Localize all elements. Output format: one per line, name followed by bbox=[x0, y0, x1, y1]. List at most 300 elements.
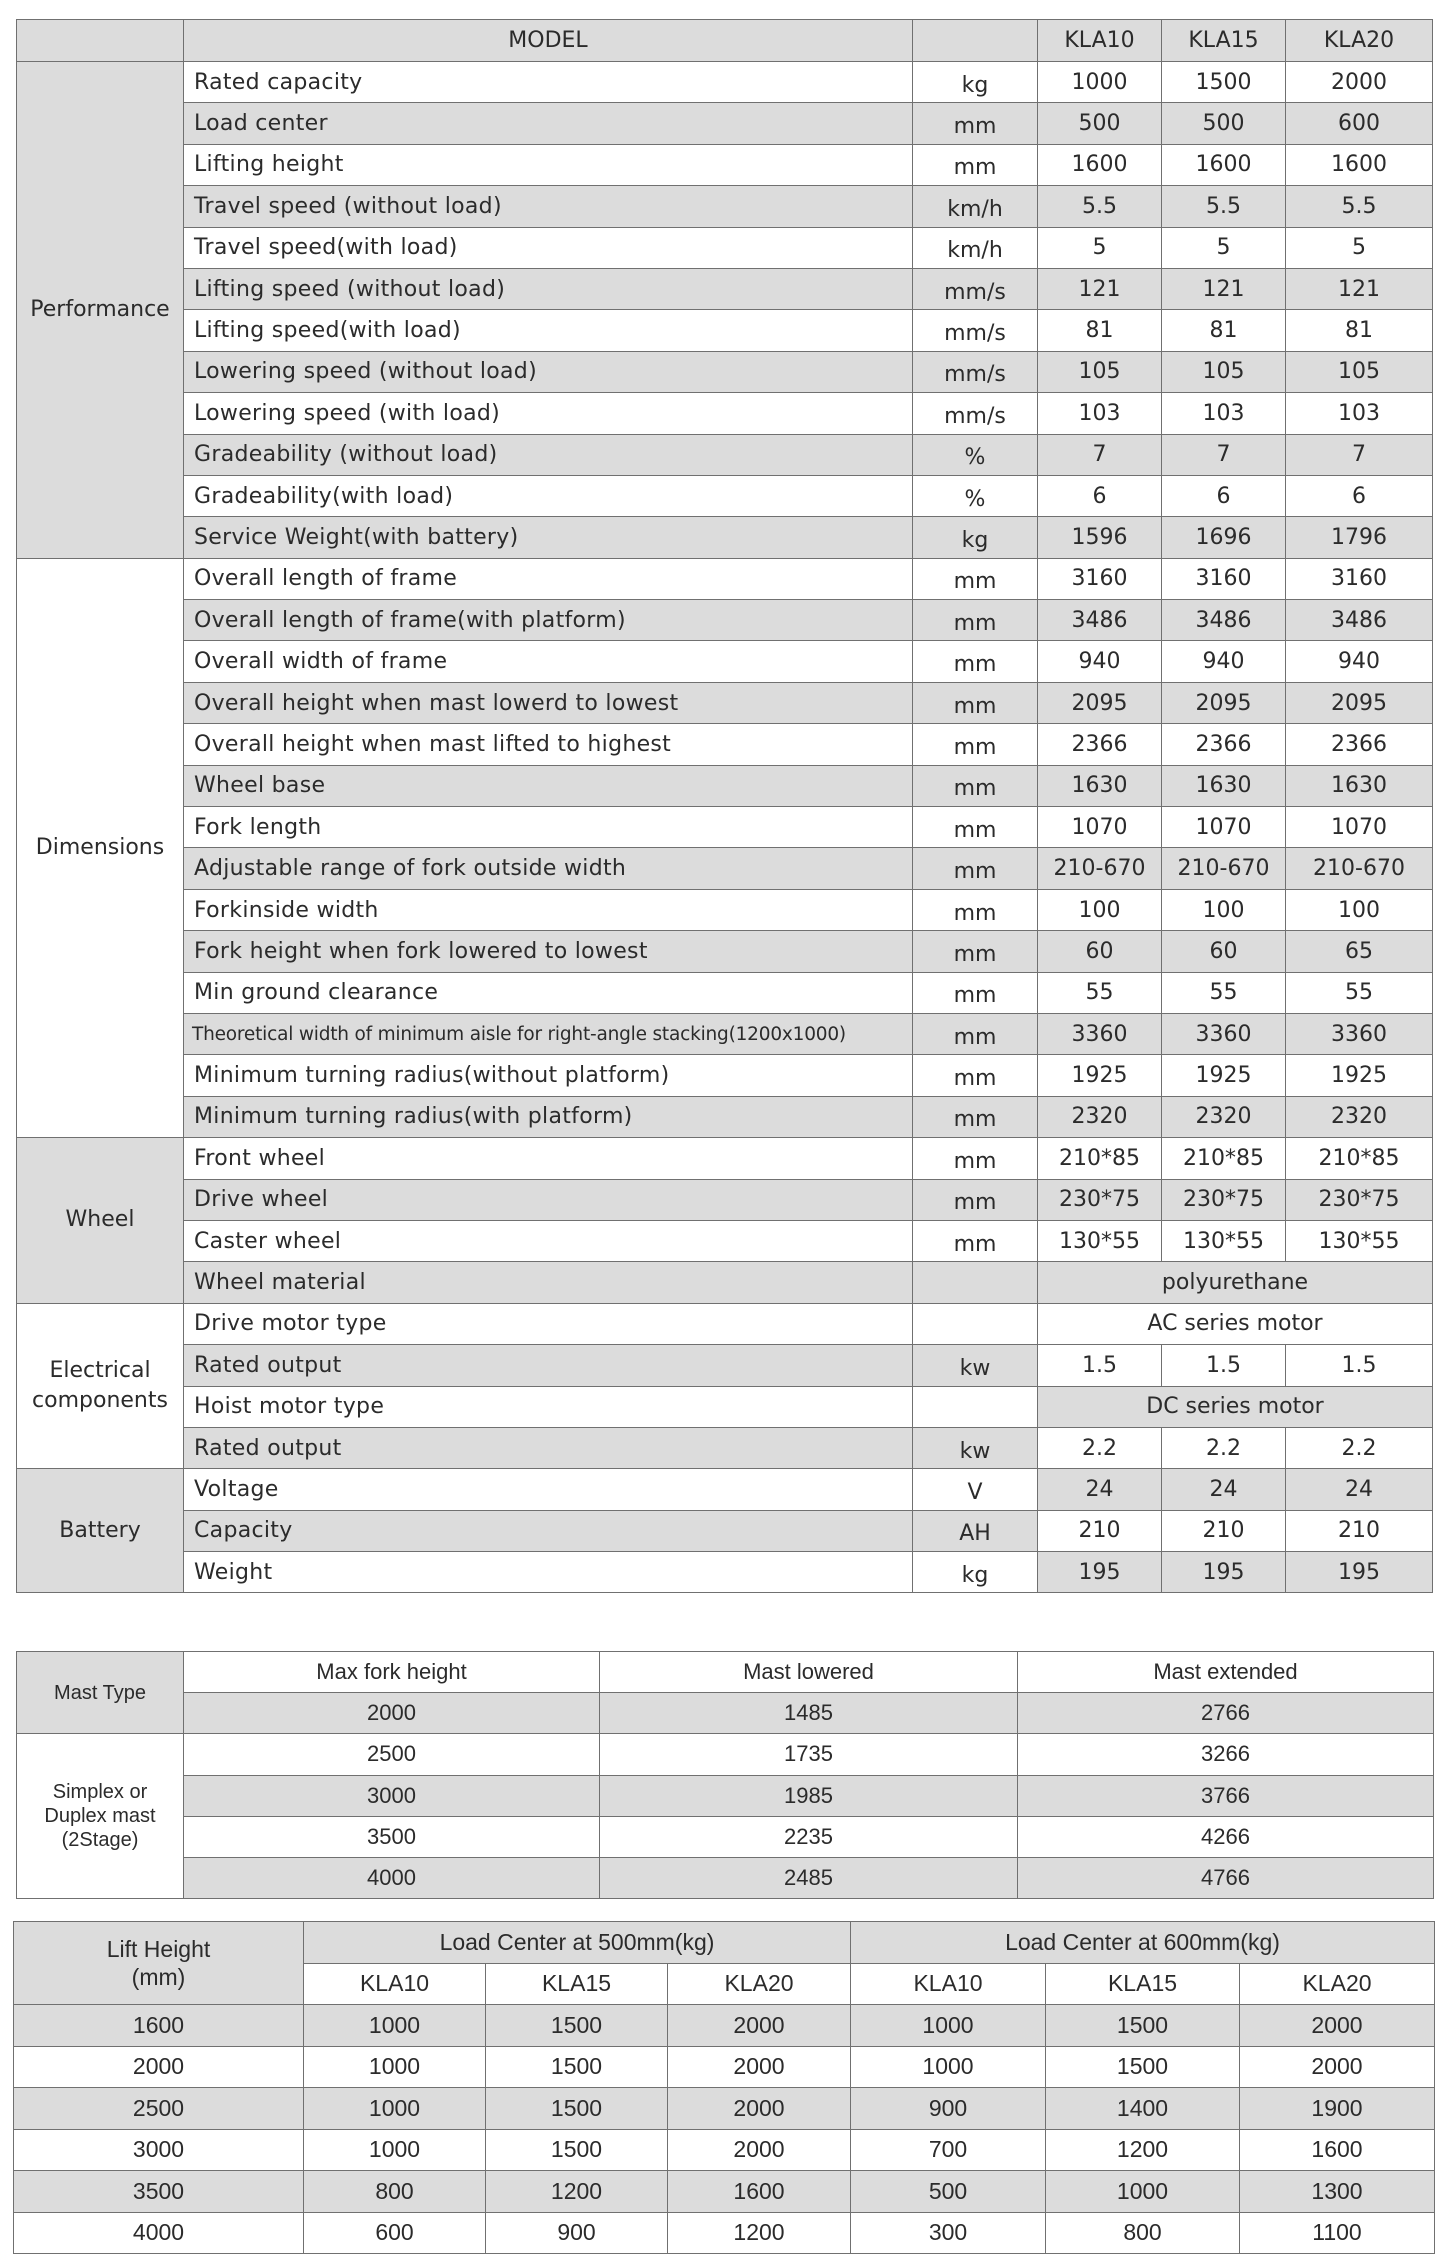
spec-merged-value: polyurethane bbox=[1038, 1262, 1433, 1303]
spec-value: 1600 bbox=[1038, 144, 1162, 185]
load-capacity-cell: 2000 bbox=[668, 2129, 851, 2171]
spec-value: 1696 bbox=[1162, 517, 1286, 558]
category-label: Performance bbox=[17, 62, 184, 559]
mast-row bbox=[17, 1734, 1434, 1775]
spec-unit: kg bbox=[913, 517, 1038, 558]
mast-cell: 1985 bbox=[600, 1775, 1018, 1816]
spec-unit: mm bbox=[913, 889, 1038, 930]
load-capacity-cell: 1000 bbox=[304, 2088, 486, 2130]
load-center-600-header: Load Center at 600mm(kg) bbox=[851, 1922, 1435, 1964]
load-capacity-cell: 2000 bbox=[668, 2005, 851, 2047]
spec-value: 100 bbox=[1038, 889, 1162, 930]
load-capacity-cell: 1500 bbox=[1046, 2005, 1240, 2047]
spec-unit: kw bbox=[913, 1345, 1038, 1386]
load-capacity-cell: 1400 bbox=[1046, 2088, 1240, 2130]
spec-row bbox=[17, 1510, 1433, 1551]
load-capacity-cell: 1200 bbox=[486, 2171, 668, 2213]
mast-cell: 2000 bbox=[184, 1693, 600, 1734]
load-table-body bbox=[14, 1922, 1435, 2254]
model-kla20-header: KLA20 bbox=[1286, 20, 1433, 62]
spec-value: 3360 bbox=[1286, 1013, 1433, 1054]
spec-value: 2366 bbox=[1162, 724, 1286, 765]
spec-value: 60 bbox=[1162, 931, 1286, 972]
spec-item-label: Rated output bbox=[184, 1427, 913, 1468]
category-label: Wheel bbox=[17, 1138, 184, 1304]
spec-row bbox=[17, 848, 1433, 889]
spec-value: 81 bbox=[1286, 310, 1433, 351]
spec-row bbox=[17, 62, 1433, 103]
load-capacity-cell: 700 bbox=[851, 2129, 1046, 2171]
spec-row bbox=[17, 972, 1433, 1013]
spec-value: 210*85 bbox=[1162, 1138, 1286, 1179]
spec-item-label: Theoretical width of minimum aisle for right-angle stacking(1200x1000) bbox=[184, 1013, 913, 1054]
spec-row bbox=[17, 144, 1433, 185]
model-kla10-header: KLA10 bbox=[1038, 20, 1162, 62]
load-capacity-cell: 900 bbox=[486, 2212, 668, 2254]
spec-row bbox=[17, 724, 1433, 765]
load-capacity-cell: 1000 bbox=[304, 2046, 486, 2088]
spec-row bbox=[17, 1386, 1433, 1427]
spec-value: 210 bbox=[1286, 1510, 1433, 1551]
spec-unit: mm bbox=[913, 807, 1038, 848]
spec-value: 230*75 bbox=[1162, 1179, 1286, 1220]
category-label: Electrical components bbox=[17, 1303, 184, 1469]
spec-row bbox=[17, 600, 1433, 641]
spec-value: 60 bbox=[1038, 931, 1162, 972]
spec-value: 55 bbox=[1038, 972, 1162, 1013]
spec-value: 1.5 bbox=[1038, 1345, 1162, 1386]
lift-height-cell: 2500 bbox=[14, 2088, 304, 2130]
spec-value: 2095 bbox=[1038, 682, 1162, 723]
load-row bbox=[14, 2046, 1435, 2088]
load-capacity-cell: 1500 bbox=[486, 2088, 668, 2130]
lift-height-line: (mm) bbox=[131, 1964, 186, 1990]
spec-table-body bbox=[17, 20, 1433, 1593]
spec-value: 1600 bbox=[1286, 144, 1433, 185]
spec-value: 6 bbox=[1162, 475, 1286, 516]
spec-value: 130*55 bbox=[1286, 1220, 1433, 1261]
spec-value: 2000 bbox=[1286, 62, 1433, 103]
spec-row bbox=[17, 1427, 1433, 1468]
spec-unit: kg bbox=[913, 62, 1038, 103]
spec-row bbox=[17, 765, 1433, 806]
spec-item-label: Lowering speed (with load) bbox=[184, 393, 913, 434]
load-model-header: KLA10 bbox=[304, 1963, 486, 2005]
spec-item-label: Travel speed(with load) bbox=[184, 227, 913, 268]
spec-value: 1070 bbox=[1162, 807, 1286, 848]
mast-cell: 3766 bbox=[1018, 1775, 1434, 1816]
spec-value: 1596 bbox=[1038, 517, 1162, 558]
spec-item-label: Min ground clearance bbox=[184, 972, 913, 1013]
category-label: Dimensions bbox=[17, 558, 184, 1137]
spec-row bbox=[17, 641, 1433, 682]
spec-item-label: Lifting speed (without load) bbox=[184, 268, 913, 309]
spec-item-label: Capacity bbox=[184, 1510, 913, 1551]
spec-unit: km/h bbox=[913, 186, 1038, 227]
spec-row bbox=[17, 1262, 1433, 1303]
spec-value: 7 bbox=[1162, 434, 1286, 475]
lift-height-cell: 3000 bbox=[14, 2129, 304, 2171]
load-row bbox=[14, 2129, 1435, 2171]
load-capacity-cell: 1000 bbox=[304, 2129, 486, 2171]
mast-cell: 3500 bbox=[184, 1816, 600, 1857]
spec-value: 210-670 bbox=[1038, 848, 1162, 889]
spec-value: 24 bbox=[1038, 1469, 1162, 1510]
spec-item-label: Overall width of frame bbox=[184, 641, 913, 682]
spec-item-label: Lifting height bbox=[184, 144, 913, 185]
mast-type-line: (2Stage) bbox=[61, 1829, 139, 1852]
load-capacity-cell: 600 bbox=[304, 2212, 486, 2254]
load-center-500-header: Load Center at 500mm(kg) bbox=[304, 1922, 851, 1964]
spec-value: 103 bbox=[1162, 393, 1286, 434]
load-capacity-cell: 1300 bbox=[1240, 2171, 1435, 2213]
lift-height-cell: 2000 bbox=[14, 2046, 304, 2088]
mast-cell: 1735 bbox=[600, 1734, 1018, 1775]
spec-value: 5 bbox=[1038, 227, 1162, 268]
spec-value: 121 bbox=[1286, 268, 1433, 309]
load-model-header: KLA15 bbox=[1046, 1963, 1240, 2005]
spec-unit: mm/s bbox=[913, 268, 1038, 309]
spec-row bbox=[17, 1303, 1433, 1344]
spec-value: 130*55 bbox=[1038, 1220, 1162, 1261]
mast-type-header: Mast Type bbox=[17, 1652, 184, 1734]
spec-value: 65 bbox=[1286, 931, 1433, 972]
spec-unit: mm bbox=[913, 600, 1038, 641]
spec-value: 1925 bbox=[1162, 1055, 1286, 1096]
spec-row bbox=[17, 517, 1433, 558]
unit-header-blank bbox=[913, 20, 1038, 62]
mast-lowered-header: Mast lowered bbox=[600, 1652, 1018, 1693]
spec-item-label: Fork height when fork lowered to lowest bbox=[184, 931, 913, 972]
spec-row bbox=[17, 1179, 1433, 1220]
spec-value: 3486 bbox=[1162, 600, 1286, 641]
spec-value: 195 bbox=[1286, 1552, 1433, 1593]
spec-value: 130*55 bbox=[1162, 1220, 1286, 1261]
load-capacity-cell: 500 bbox=[851, 2171, 1046, 2213]
spec-value: 1.5 bbox=[1286, 1345, 1433, 1386]
category-label: Battery bbox=[17, 1469, 184, 1593]
spec-value: 3486 bbox=[1038, 600, 1162, 641]
spec-value: 3160 bbox=[1038, 558, 1162, 599]
model-header: MODEL bbox=[184, 20, 913, 62]
spec-value: 3486 bbox=[1286, 600, 1433, 641]
spec-value: 2320 bbox=[1286, 1096, 1433, 1137]
mast-cell: 2766 bbox=[1018, 1693, 1434, 1734]
spec-table bbox=[16, 19, 1433, 1593]
lift-height-cell: 3500 bbox=[14, 2171, 304, 2213]
load-capacity-cell: 1600 bbox=[668, 2171, 851, 2213]
spec-value: 2320 bbox=[1162, 1096, 1286, 1137]
load-capacity-cell: 1500 bbox=[486, 2005, 668, 2047]
spec-value: 5.5 bbox=[1038, 186, 1162, 227]
spec-value: 24 bbox=[1162, 1469, 1286, 1510]
spec-header-blank bbox=[17, 20, 184, 62]
spec-unit: mm bbox=[913, 1138, 1038, 1179]
spec-unit: mm bbox=[913, 931, 1038, 972]
spec-value: 55 bbox=[1286, 972, 1433, 1013]
spec-value: 121 bbox=[1162, 268, 1286, 309]
spec-value: 3160 bbox=[1162, 558, 1286, 599]
spec-value: 105 bbox=[1038, 351, 1162, 392]
spec-item-label: Overall length of frame(with platform) bbox=[184, 600, 913, 641]
lift-height-cell: 1600 bbox=[14, 2005, 304, 2047]
mast-cell: 2235 bbox=[600, 1816, 1018, 1857]
spec-value: 100 bbox=[1286, 889, 1433, 930]
spec-value: 210-670 bbox=[1286, 848, 1433, 889]
spec-row bbox=[17, 1345, 1433, 1386]
spec-value: 100 bbox=[1162, 889, 1286, 930]
spec-value: 2.2 bbox=[1286, 1427, 1433, 1468]
load-capacity-cell: 1000 bbox=[851, 2005, 1046, 2047]
mast-cell: 2500 bbox=[184, 1734, 600, 1775]
spec-row bbox=[17, 1220, 1433, 1261]
mast-cell: 4000 bbox=[184, 1857, 600, 1898]
load-capacity-cell: 800 bbox=[304, 2171, 486, 2213]
mast-extended-header: Mast extended bbox=[1018, 1652, 1434, 1693]
load-capacity-cell: 900 bbox=[851, 2088, 1046, 2130]
lift-height-header bbox=[14, 1922, 304, 2005]
spec-value: 3360 bbox=[1038, 1013, 1162, 1054]
spec-value: 5.5 bbox=[1162, 186, 1286, 227]
spec-item-label: Forkinside width bbox=[184, 889, 913, 930]
spec-value: 3160 bbox=[1286, 558, 1433, 599]
spec-item-label: Voltage bbox=[184, 1469, 913, 1510]
mast-cell: 2485 bbox=[600, 1857, 1018, 1898]
spec-unit: mm/s bbox=[913, 351, 1038, 392]
mast-header-row bbox=[17, 1652, 1434, 1693]
spec-item-label: Minimum turning radius(without platform) bbox=[184, 1055, 913, 1096]
lift-height-cell: 4000 bbox=[14, 2212, 304, 2254]
spec-row bbox=[17, 268, 1433, 309]
spec-header-row bbox=[17, 20, 1433, 62]
model-kla15-header: KLA15 bbox=[1162, 20, 1286, 62]
spec-value: 105 bbox=[1162, 351, 1286, 392]
spec-value: 1796 bbox=[1286, 517, 1433, 558]
mast-type-line: Simplex or bbox=[52, 1781, 148, 1804]
spec-value: 6 bbox=[1286, 475, 1433, 516]
mast-type-line: Duplex mast bbox=[44, 1805, 156, 1828]
spec-unit bbox=[913, 1386, 1038, 1427]
spec-unit: kg bbox=[913, 1552, 1038, 1593]
spec-item-label: Lowering speed (without load) bbox=[184, 351, 913, 392]
spec-value: 5.5 bbox=[1286, 186, 1433, 227]
spec-value: 2.2 bbox=[1162, 1427, 1286, 1468]
load-capacity-cell: 1500 bbox=[1046, 2046, 1240, 2088]
load-capacity-cell: 2000 bbox=[668, 2088, 851, 2130]
spec-value: 81 bbox=[1162, 310, 1286, 351]
spec-value: 940 bbox=[1038, 641, 1162, 682]
spec-value: 1070 bbox=[1038, 807, 1162, 848]
load-capacity-cell: 1200 bbox=[1046, 2129, 1240, 2171]
spec-value: 210 bbox=[1038, 1510, 1162, 1551]
spec-item-label: Overall height when mast lifted to highest bbox=[184, 724, 913, 765]
spec-value: 500 bbox=[1038, 103, 1162, 144]
spec-item-label: Weight bbox=[184, 1552, 913, 1593]
spec-row bbox=[17, 889, 1433, 930]
spec-value: 121 bbox=[1038, 268, 1162, 309]
mast-cell: 3000 bbox=[184, 1775, 600, 1816]
spec-item-label: Rated capacity bbox=[184, 62, 913, 103]
load-model-header: KLA20 bbox=[668, 1963, 851, 2005]
spec-unit: mm/s bbox=[913, 310, 1038, 351]
max-fork-height-header: Max fork height bbox=[184, 1652, 600, 1693]
load-row bbox=[14, 2212, 1435, 2254]
spec-value: 500 bbox=[1162, 103, 1286, 144]
spec-value: 81 bbox=[1038, 310, 1162, 351]
spec-item-label: Front wheel bbox=[184, 1138, 913, 1179]
load-capacity-cell: 1000 bbox=[1046, 2171, 1240, 2213]
spec-item-label: Fork length bbox=[184, 807, 913, 848]
spec-unit bbox=[913, 1303, 1038, 1344]
spec-unit bbox=[913, 1262, 1038, 1303]
spec-value: 940 bbox=[1162, 641, 1286, 682]
spec-unit: mm bbox=[913, 724, 1038, 765]
spec-item-label: Overall height when mast lowerd to lowest bbox=[184, 682, 913, 723]
spec-value: 6 bbox=[1038, 475, 1162, 516]
spec-item-label: Travel speed (without load) bbox=[184, 186, 913, 227]
spec-unit: mm bbox=[913, 103, 1038, 144]
spec-value: 1630 bbox=[1286, 765, 1433, 806]
mast-row bbox=[17, 1693, 1434, 1734]
spec-item-label: Adjustable range of fork outside width bbox=[184, 848, 913, 889]
spec-unit: mm bbox=[913, 1096, 1038, 1137]
spec-row bbox=[17, 682, 1433, 723]
spec-item-label: Caster wheel bbox=[184, 1220, 913, 1261]
spec-item-label: Hoist motor type bbox=[184, 1386, 913, 1427]
spec-value: 24 bbox=[1286, 1469, 1433, 1510]
spec-item-label: Rated output bbox=[184, 1345, 913, 1386]
spec-value: 1925 bbox=[1286, 1055, 1433, 1096]
mast-table bbox=[16, 1651, 1434, 1899]
spec-value: 1.5 bbox=[1162, 1345, 1286, 1386]
lift-height-line: Lift Height bbox=[106, 1936, 211, 1962]
spec-row bbox=[17, 558, 1433, 599]
spec-value: 210*85 bbox=[1286, 1138, 1433, 1179]
spec-value: 940 bbox=[1286, 641, 1433, 682]
spec-unit: km/h bbox=[913, 227, 1038, 268]
spec-value: 105 bbox=[1286, 351, 1433, 392]
spec-unit: mm bbox=[913, 765, 1038, 806]
load-row bbox=[14, 2005, 1435, 2047]
spec-value: 55 bbox=[1162, 972, 1286, 1013]
spec-value: 2095 bbox=[1286, 682, 1433, 723]
spec-row bbox=[17, 186, 1433, 227]
load-model-header: KLA10 bbox=[851, 1963, 1046, 2005]
load-row bbox=[14, 2088, 1435, 2130]
load-header-row-groups bbox=[14, 1922, 1435, 1964]
load-capacity-cell: 1000 bbox=[304, 2005, 486, 2047]
spec-row bbox=[17, 310, 1433, 351]
mast-cell: 3266 bbox=[1018, 1734, 1434, 1775]
mast-type-name bbox=[17, 1734, 184, 1899]
load-capacity-cell: 300 bbox=[851, 2212, 1046, 2254]
mast-cell: 1485 bbox=[600, 1693, 1018, 1734]
spec-unit: mm bbox=[913, 682, 1038, 723]
load-capacity-cell: 1500 bbox=[486, 2046, 668, 2088]
load-capacity-cell: 1600 bbox=[1240, 2129, 1435, 2171]
spec-value: 210*85 bbox=[1038, 1138, 1162, 1179]
spec-value: 103 bbox=[1286, 393, 1433, 434]
spec-value: 5 bbox=[1162, 227, 1286, 268]
mast-cell: 4766 bbox=[1018, 1857, 1434, 1898]
spec-item-label: Overall length of frame bbox=[184, 558, 913, 599]
spec-row bbox=[17, 1055, 1433, 1096]
spec-value: 210-670 bbox=[1162, 848, 1286, 889]
spec-merged-value: AC series motor bbox=[1038, 1303, 1433, 1344]
spec-unit: mm bbox=[913, 848, 1038, 889]
spec-item-label: Drive motor type bbox=[184, 1303, 913, 1344]
spec-unit: mm bbox=[913, 972, 1038, 1013]
spec-row bbox=[17, 1096, 1433, 1137]
spec-unit: mm bbox=[913, 144, 1038, 185]
mast-row bbox=[17, 1857, 1434, 1898]
spec-row bbox=[17, 393, 1433, 434]
spec-value: 2.2 bbox=[1038, 1427, 1162, 1468]
spec-value: 210 bbox=[1162, 1510, 1286, 1551]
spec-row bbox=[17, 1552, 1433, 1593]
spec-value: 230*75 bbox=[1286, 1179, 1433, 1220]
spec-unit: mm bbox=[913, 1013, 1038, 1054]
load-capacity-table bbox=[13, 1921, 1435, 2254]
spec-value: 600 bbox=[1286, 103, 1433, 144]
spec-value: 7 bbox=[1286, 434, 1433, 475]
load-capacity-cell: 1000 bbox=[851, 2046, 1046, 2088]
spec-unit: mm bbox=[913, 1179, 1038, 1220]
spec-unit: % bbox=[913, 434, 1038, 475]
spec-item-label: Drive wheel bbox=[184, 1179, 913, 1220]
mast-cell: 4266 bbox=[1018, 1816, 1434, 1857]
spec-value: 195 bbox=[1038, 1552, 1162, 1593]
spec-item-label: Gradeability(with load) bbox=[184, 475, 913, 516]
spec-value: 195 bbox=[1162, 1552, 1286, 1593]
load-row bbox=[14, 2171, 1435, 2213]
spec-merged-value: DC series motor bbox=[1038, 1386, 1433, 1427]
load-capacity-cell: 2000 bbox=[1240, 2046, 1435, 2088]
spec-value: 2320 bbox=[1038, 1096, 1162, 1137]
mast-row bbox=[17, 1775, 1434, 1816]
spec-unit: AH bbox=[913, 1510, 1038, 1551]
spec-row bbox=[17, 1013, 1433, 1054]
spec-value: 2095 bbox=[1162, 682, 1286, 723]
spec-row bbox=[17, 931, 1433, 972]
spec-unit: V bbox=[913, 1469, 1038, 1510]
load-capacity-cell: 1500 bbox=[486, 2129, 668, 2171]
spec-row bbox=[17, 227, 1433, 268]
spec-value: 2366 bbox=[1286, 724, 1433, 765]
spec-unit: mm/s bbox=[913, 393, 1038, 434]
spec-row bbox=[17, 351, 1433, 392]
load-capacity-cell: 1200 bbox=[668, 2212, 851, 2254]
spec-row bbox=[17, 475, 1433, 516]
spec-item-label: Load center bbox=[184, 103, 913, 144]
spec-row bbox=[17, 434, 1433, 475]
load-capacity-cell: 1900 bbox=[1240, 2088, 1435, 2130]
spec-row bbox=[17, 1138, 1433, 1179]
load-capacity-cell: 2000 bbox=[1240, 2005, 1435, 2047]
spec-value: 3360 bbox=[1162, 1013, 1286, 1054]
spec-unit: % bbox=[913, 475, 1038, 516]
spec-value: 7 bbox=[1038, 434, 1162, 475]
mast-row bbox=[17, 1816, 1434, 1857]
spec-row bbox=[17, 1469, 1433, 1510]
spec-item-label: Wheel material bbox=[184, 1262, 913, 1303]
load-capacity-cell: 800 bbox=[1046, 2212, 1240, 2254]
spec-value: 1600 bbox=[1162, 144, 1286, 185]
spec-unit: mm bbox=[913, 1220, 1038, 1261]
spec-value: 1630 bbox=[1038, 765, 1162, 806]
spec-item-label: Lifting speed(with load) bbox=[184, 310, 913, 351]
spec-unit: mm bbox=[913, 1055, 1038, 1096]
